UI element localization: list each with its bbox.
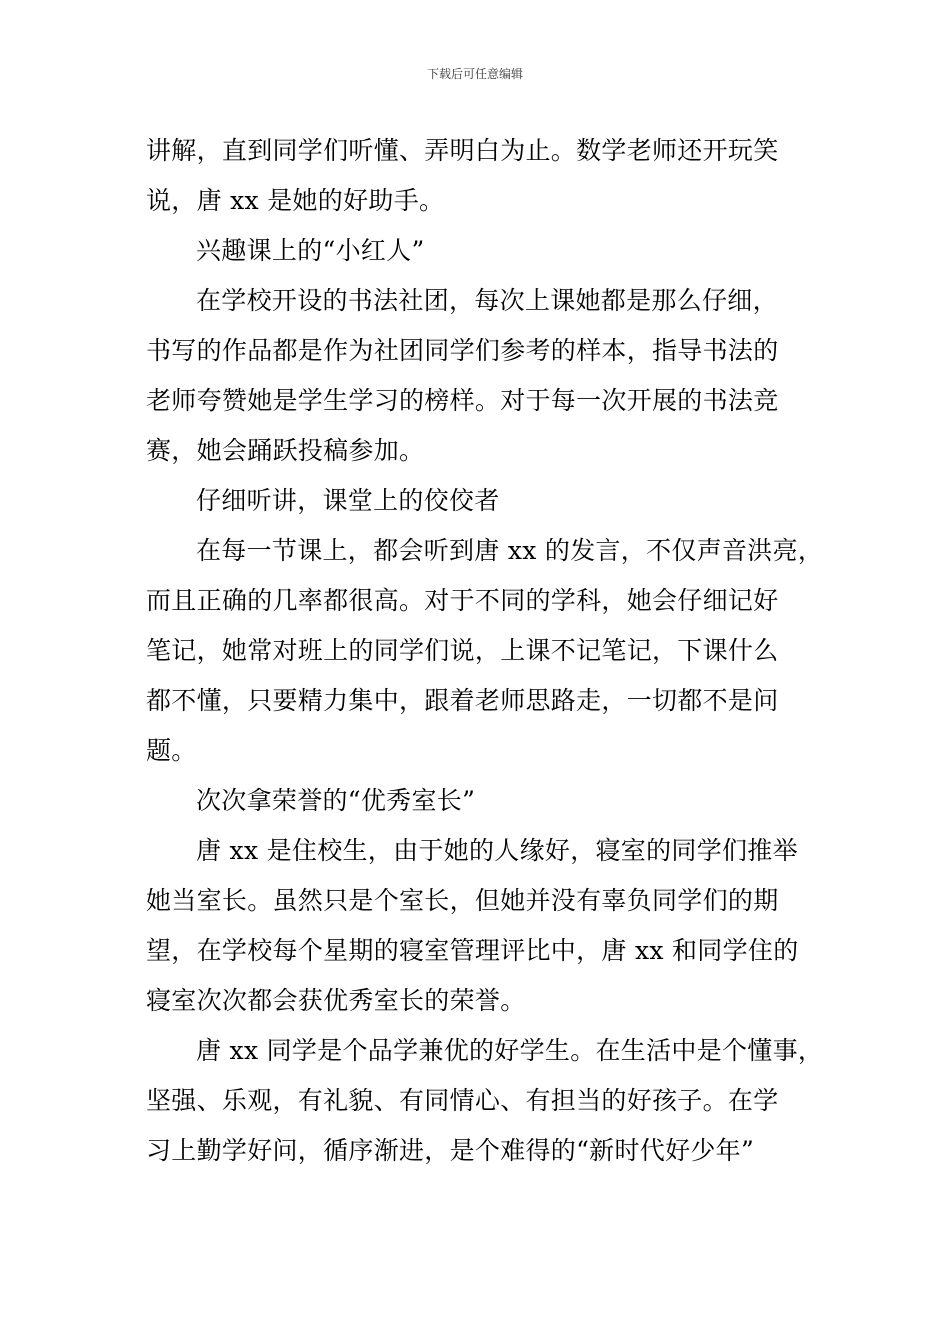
paragraph-line: 笔记，她常对班上的同学们说，上课不记笔记，下课什么 [146,636,779,665]
paragraph-line: 习上勤学好问，循序渐进，是个难得的“新时代好少年” [146,1136,755,1165]
paragraph-line: 都不懂，只要精力集中，跟着老师思路走，一切都不是问 [146,686,779,715]
paragraph-line: 赛，她会踊跃投稿参加。 [146,436,425,465]
paragraph-line: 唐 xx 同学是个品学兼优的好学生。在生活中是个懂事， [196,1036,824,1065]
paragraph-line: 唐 xx 是住校生，由于她的人缘好，寝室的同学们推举 [196,836,798,865]
paragraph-line: 在学校开设的书法社团，每次上课她都是那么仔细， [196,286,778,315]
paragraph-line: 说，唐 xx 是她的好助手。 [146,186,445,215]
paragraph-line: 老师夸赞她是学生学习的榜样。对于每一次开展的书法竞 [146,386,779,415]
section-heading: 兴趣课上的“小红人” [196,236,425,265]
paragraph-line: 望，在学校每个星期的寝室管理评比中，唐 xx 和同学住的 [146,936,799,965]
paragraph-line: 坚强、乐观，有礼貌、有同情心、有担当的好孩子。在学 [146,1086,779,1115]
paragraph-line: 寝室次次都会获优秀室长的荣誉。 [146,986,526,1015]
paragraph-line: 书写的作品都是作为社团同学们参考的样本，指导书法的 [146,336,779,365]
section-heading: 次次拿荣誉的“优秀室长” [196,786,476,815]
paragraph-line: 她当室长。虽然只是个室长，但她并没有辜负同学们的期 [146,886,779,915]
section-heading: 仔细听讲，课堂上的佼佼者 [196,486,500,515]
header-note: 下载后可任意编辑 [426,67,523,81]
paragraph-line: 在每一节课上，都会听到唐 xx 的发言，不仅声音洪亮， [196,536,824,565]
paragraph-line: 而且正确的几率都很高。对于不同的学科，她会仔细记好 [146,586,779,615]
paragraph-line: 讲解，直到同学们听懂、弄明白为止。数学老师还开玩笑 [146,136,779,165]
paragraph-line: 题。 [146,736,197,765]
